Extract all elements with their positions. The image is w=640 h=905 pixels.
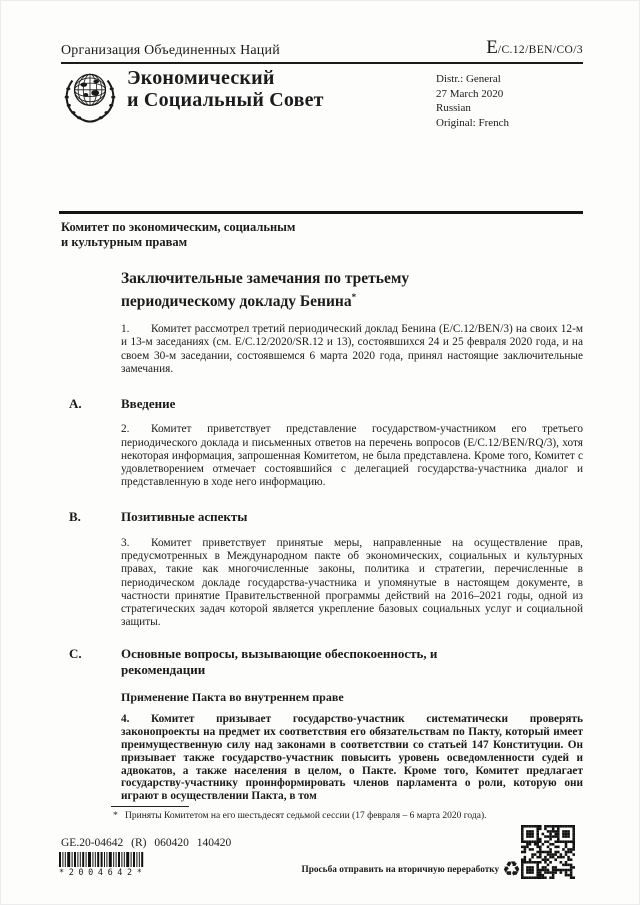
title-footnote-marker: * (351, 292, 357, 302)
section-title: Введение (121, 395, 176, 411)
council-title-line2: и Социальный Совет (127, 89, 324, 111)
doc-symbol-rest: /C.12/BEN/CO/3 (497, 44, 583, 56)
footnote-text: * Приняты Комитетом на его шестьдесят седьмой сессии (17 февраля – 6 марта 2020 года). (113, 811, 487, 821)
paragraph-number: 2. (121, 423, 130, 436)
paragraph-text: Комитет приветствует представление государством-участником его третьего периодического доклада и письменных ответов на перечень вопросов (E/C.12/BEN/RQ/3), хотя некоторая информация, запрошенная Комитетом, не была представлена. Кроме того, Комитет с удовлетворением отмечает состоявшийся с делегацией государства-участника диалог и представленную в ходе него информацию. (121, 423, 583, 489)
paragraph-1 (121, 323, 583, 376)
divider-rule (59, 211, 583, 214)
subsection-heading: Применение Пакта во внутреннем праве (121, 690, 344, 705)
paragraph-number: 3. (121, 536, 130, 549)
barcode (59, 852, 147, 878)
document-body (61, 269, 583, 806)
section-heading-a (61, 396, 583, 412)
barcode-text: *2004642* (59, 868, 147, 878)
council-title-line1: Экономический (127, 67, 275, 89)
section-letter: C. (69, 646, 82, 662)
committee-line1: Комитет по экономическим, социальным (61, 220, 296, 234)
distr-type: Distr.: General (436, 73, 501, 85)
paragraph-3 (121, 537, 583, 629)
doc-symbol-letter: E (486, 37, 498, 58)
un-emblem-icon (61, 65, 119, 125)
paragraph-text: Комитет рассмотрел третий периодический доклад Бенина (E/C.12/BEN/3) на своих 12-м и 13-м заседаниях (см. E/C.12/2020/SR.12 и 13), состоявшихся 24 и 25 февраля 2020 года, и на своем 30-м заседании, состоявшемся 6 марта 2020 года, принял настоящие заключительные замечания. (121, 323, 583, 375)
paragraph-text: Комитет приветствует принятые меры, направленные на осуществление прав, предусмотренных в Международном пакте об экономических, социальных и культурных правах, такие как многочисленные законы, политика и стратегии, перечисленные в периодическом докладе государства-участника и упомянутые в настоящем документе, в частности принятие Правительственной программы действий на 2016–2021 годы, одной из стратегических задач которой является укрепление базовых социальных услуг и социальной защиты. (121, 536, 583, 629)
ge-document-number: GE.20-04642 (R) 060420 140420 (61, 837, 232, 849)
paragraph-number: 4. (121, 713, 130, 726)
committee-name (61, 220, 295, 250)
distr-original: Original: French (436, 116, 510, 129)
paragraph-number: 1. (121, 323, 130, 336)
distr-language: Russian (436, 102, 471, 114)
recycle-icon: ♻ (502, 857, 521, 881)
paragraph-2 (121, 423, 583, 489)
committee-line2: и культурным правам (61, 235, 188, 249)
distr-date: 27 March 2020 (436, 87, 504, 100)
paragraph-4 (121, 713, 583, 803)
barcode-bars-icon (59, 852, 145, 867)
section-title: Основные вопросы, вызывающие обеспокоенность, и рекомендации (121, 646, 438, 677)
recycle-note-block (266, 859, 521, 880)
council-title (127, 67, 324, 111)
footnote (106, 806, 576, 823)
section-heading-c (61, 646, 583, 677)
distribution-block (436, 72, 509, 130)
footnote-marker: * (113, 811, 118, 821)
org-name: Организация Объединенных Наций (61, 43, 280, 58)
recycle-note-text: Просьба отправить на вторичную переработку (301, 864, 500, 875)
section-heading-b (61, 509, 583, 525)
section-letter: B. (69, 509, 81, 525)
page-title: Заключительные замечания по третьему периодическому докладу Бенина* (121, 270, 410, 311)
section-letter: A. (69, 395, 82, 411)
qr-code-icon (521, 825, 575, 879)
doc-symbol (486, 37, 583, 59)
paragraph-text: Комитет призывает государство-участник систематически проверять законопроекты на предмет их соответствия его обязательствам по Пакту, который имеет преимущественную силу над законами в соответствии со статьей 147 Конституции. Он призывает также государство-участник повысить уровень осведомленности судей и адвокатов, а также населения в целом, о Пакте. Кроме того, Комитет предлагает государству-участнику проинформировать членов парламента о роли, которую они играют в осуществлении Пакта, в том (121, 713, 583, 803)
header (61, 37, 583, 64)
footnote-separator (111, 806, 189, 807)
section-title: Позитивные аспекты (121, 509, 248, 525)
